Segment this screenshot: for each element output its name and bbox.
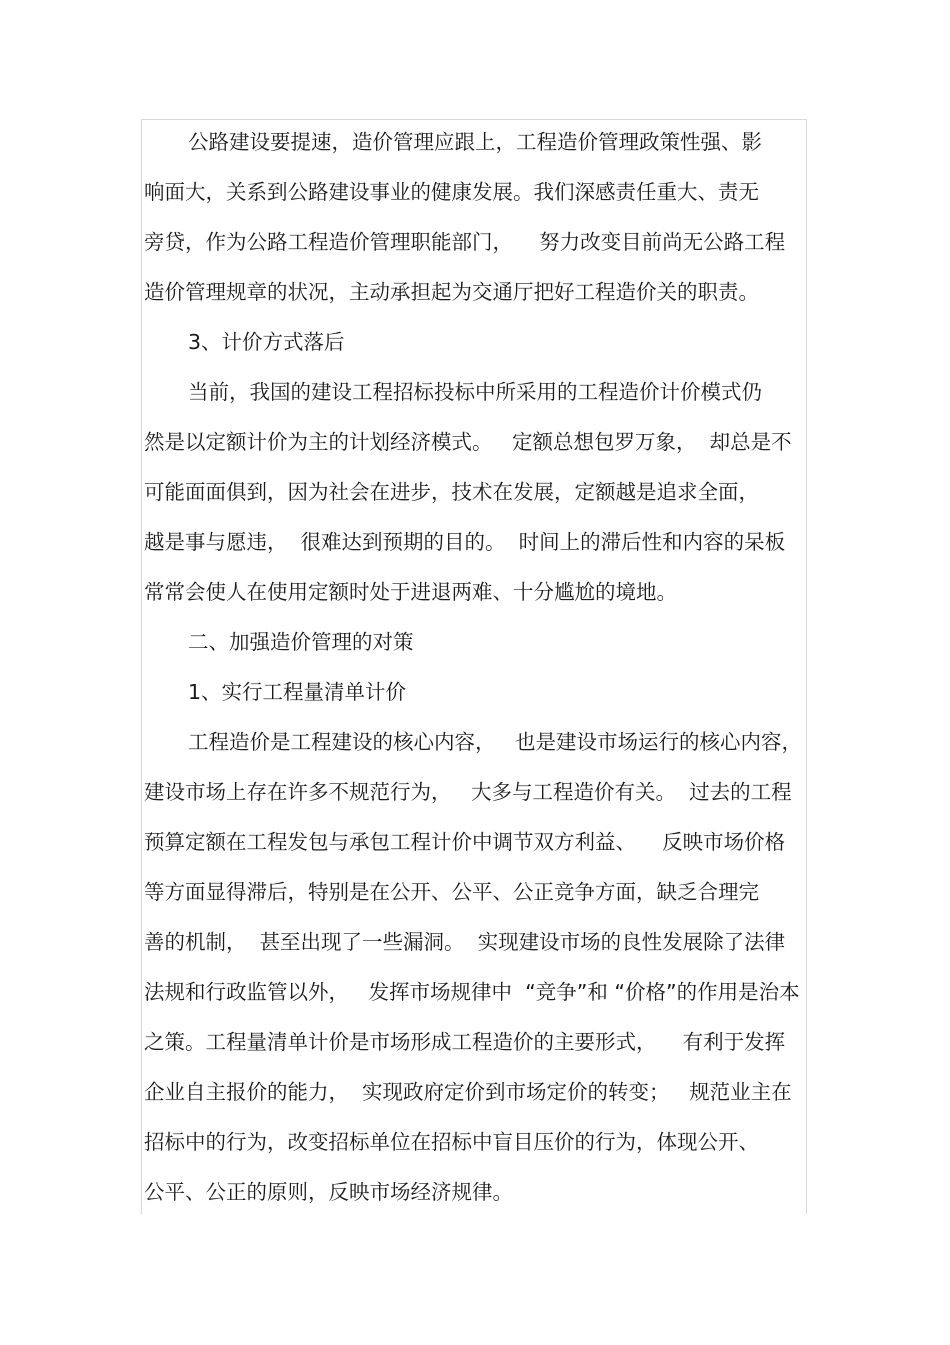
text-line: 可能面面俱到，因为社会在进步，技术在发展，定额越是追求全面， <box>144 480 759 504</box>
text-line: 等方面显得滞后，特别是在公开、公平、公正竞争方面，缺乏合理完 <box>144 880 759 904</box>
text-line: 之策。工程量清单计价是市场形成工程造价的主要形式， 有利于发挥 <box>144 1030 786 1054</box>
text-line: 公平、公正的原则，反映市场经济规律。 <box>144 1180 513 1204</box>
text-line: 旁贷，作为公路工程造价管理职能部门， 努力改变目前尚无公路工程 <box>144 230 786 254</box>
document-body <box>144 126 804 1226</box>
text-line: 造价管理规章的状况，主动承担起为交通厅把好工程造价关的职责。 <box>144 280 759 304</box>
text-line: 善的机制， 甚至出现了一些漏洞。 实现建设市场的良性发展除了法律 <box>144 930 786 954</box>
text-line: 法规和行政监管以外， 发挥市场规律中 “竞争”和 “价格”的作用是治本 <box>144 980 800 1004</box>
text-line: 预算定额在工程发包与承包工程计价中调节双方利益、 反映市场价格 <box>144 830 786 854</box>
text-line: 越是事与愿违， 很难达到预期的目的。 时间上的滞后性和内容的呆板 <box>144 530 786 554</box>
text-line: 招标中的行为，改变招标单位在招标中盲目压价的行为，体现公开、 <box>144 1130 759 1154</box>
text-line: 响面大，关系到公路建设事业的健康发展。我们深感责任重大、责无 <box>144 180 759 204</box>
section-heading: 二、加强造价管理的对策 <box>188 630 414 654</box>
text-line: 然是以定额计价为主的计划经济模式。 定额总想包罗万象， 却总是不 <box>144 430 792 454</box>
text-line: 常常会使人在使用定额时处于进退两难、十分尴尬的境地。 <box>144 580 677 604</box>
section-heading: 3、计价方式落后 <box>188 330 345 354</box>
text-line: 建设市场上存在许多不规范行为， 大多与工程造价有关。 过去的工程 <box>144 780 792 804</box>
text-line: 当前，我国的建设工程招标投标中所采用的工程造价计价模式仍 <box>188 380 762 404</box>
text-line: 企业自主报价的能力， 实现政府定价到市场定价的转变； 规范业主在 <box>144 1080 792 1104</box>
text-line: 工程造价是工程建设的核心内容， 也是建设市场运行的核心内容， <box>188 730 803 754</box>
section-heading: 1、实行工程量清单计价 <box>188 680 407 704</box>
text-line: 公路建设要提速，造价管理应跟上，工程造价管理政策性强、影 <box>188 130 762 154</box>
